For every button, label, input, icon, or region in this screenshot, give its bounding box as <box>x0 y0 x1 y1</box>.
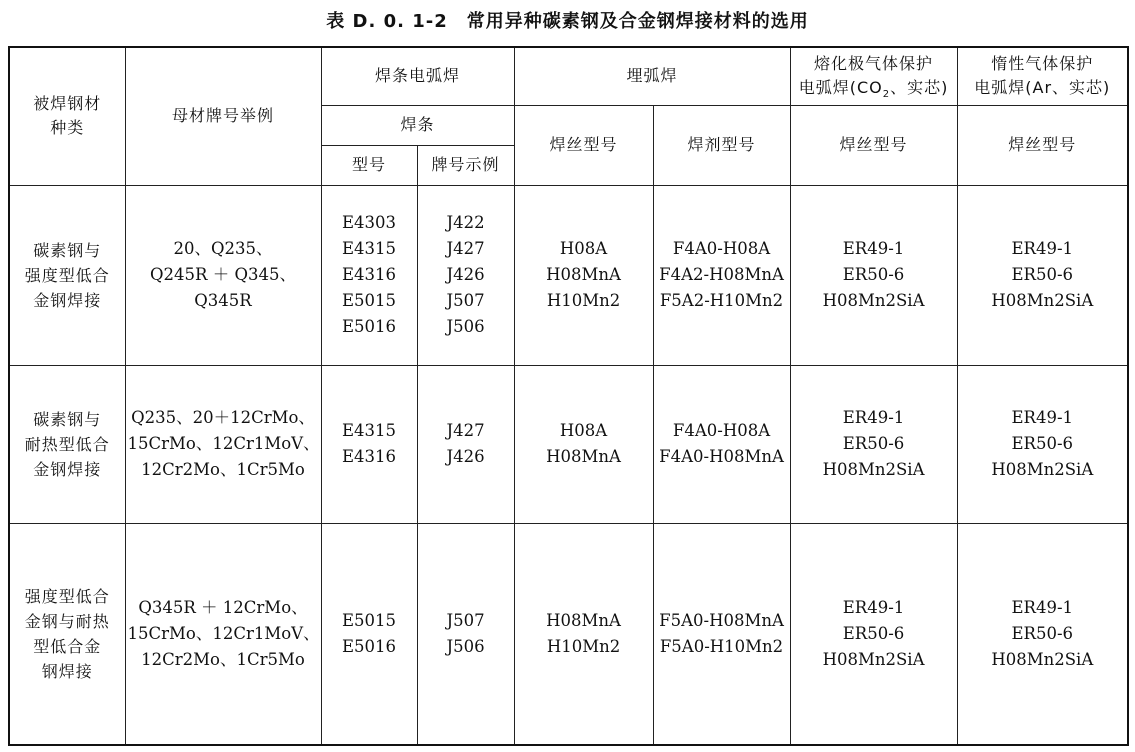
header-electrode-brand: 牌号示例 <box>417 145 514 185</box>
saw-wire-cell <box>514 185 653 365</box>
saw-flux-cell-line: F5A0-H10Mn2 <box>659 636 784 656</box>
gtaw-wire-cell-line: H08Mn2SiA <box>991 460 1094 479</box>
gmaw-wire-cell-line: H08Mn2SiA <box>822 291 925 310</box>
header-row-1 <box>9 47 1128 105</box>
electrode-model-cell-line: E4315 <box>341 421 397 440</box>
gmaw-wire-cell <box>790 185 957 365</box>
steel-type-cell-line: 金钢焊接 <box>33 290 102 310</box>
saw-wire-cell-line: H08MnA <box>546 447 621 466</box>
steel-type-cell-line: 金钢焊接 <box>33 459 102 479</box>
saw-wire-cell-line: H10Mn2 <box>546 291 621 310</box>
gmaw-wire-cell-line: ER50-6 <box>842 623 905 643</box>
saw-flux-cell-line: F4A0-H08A <box>672 239 771 258</box>
saw-wire-cell-line: H08A <box>559 421 608 440</box>
gmaw-wire-cell <box>790 365 957 523</box>
header-gmaw <box>790 47 957 105</box>
header-gmaw-wire: 焊丝型号 <box>790 105 957 185</box>
table-title: 表 D. 0. 1-2 常用异种碳素钢及合金钢焊接材料的选用 <box>326 11 809 32</box>
base-grade-cell-line: 12Cr2Mo、1Cr5Mo <box>141 649 305 669</box>
header-gtaw-wire: 焊丝型号 <box>957 105 1128 185</box>
steel-type-cell-line: 钢焊接 <box>41 661 93 681</box>
gmaw-wire-cell-line: H08Mn2SiA <box>822 460 925 479</box>
electrode-brand-cell-line: J427 <box>446 421 485 440</box>
electrode-model-cell <box>321 185 417 365</box>
gtaw-wire-cell-line: ER50-6 <box>1011 623 1074 643</box>
electrode-brand-cell-line: J507 <box>446 291 485 310</box>
saw-flux-cell-line: F4A0-H08MnA <box>659 447 784 466</box>
electrode-model-cell-line: E5016 <box>341 636 397 656</box>
electrode-model-cell-line: E4303 <box>341 213 397 232</box>
base-grade-cell-line: Q345R <box>194 291 252 310</box>
gtaw-wire-cell-line: ER50-6 <box>1011 434 1074 453</box>
electrode-brand-cell <box>417 185 514 365</box>
electrode-model-cell <box>321 365 417 523</box>
electrode-model-cell-line: E5015 <box>341 291 397 310</box>
electrode-brand-cell-line: J426 <box>446 265 485 284</box>
gtaw-wire-cell-line: ER49-1 <box>1011 239 1074 258</box>
welding-materials-table <box>8 46 1129 746</box>
saw-flux-cell-line: F4A2-H08MnA <box>659 265 784 284</box>
header-saw-wire: 焊丝型号 <box>514 105 653 185</box>
electrode-model-cell-line: E4316 <box>341 265 397 284</box>
saw-flux-cell-line: F4A0-H08A <box>672 421 771 440</box>
electrode-brand-cell-line: J507 <box>446 610 485 630</box>
gmaw-wire-cell-line: H08Mn2SiA <box>822 649 925 669</box>
steel-type-cell-line: 碳素钢与 <box>33 409 102 429</box>
gtaw-wire-cell-line: ER49-1 <box>1011 597 1074 617</box>
header-steel-type <box>9 47 125 185</box>
electrode-brand-cell-line: J506 <box>446 317 485 336</box>
steel-type-cell-line: 金钢与耐热 <box>24 611 110 631</box>
header-base-grade: 母材牌号举例 <box>125 47 321 185</box>
base-grade-cell-line: 15CrMo、12Cr1MoV、 <box>127 434 320 453</box>
electrode-brand-cell-line: J426 <box>446 447 485 466</box>
saw-wire-cell-line: H08MnA <box>546 265 621 284</box>
gmaw-wire-cell-line: ER50-6 <box>842 265 905 284</box>
gmaw-wire-cell-line: ER49-1 <box>842 408 905 427</box>
base-grade-cell-line: Q235、20＋12CrMo、 <box>131 408 315 427</box>
electrode-brand-cell <box>417 365 514 523</box>
base-grade-cell-line: 15CrMo、12Cr1MoV、 <box>127 623 320 643</box>
saw-flux-cell-line: F5A0-H08MnA <box>659 610 784 630</box>
steel-type-cell-line: 型低合金 <box>33 636 102 656</box>
header-electrode-model: 型号 <box>321 145 417 185</box>
table-row <box>9 365 1128 523</box>
base-grade-cell <box>125 185 321 365</box>
base-grade-cell-line: 20、Q235、 <box>173 239 273 258</box>
header-gmaw-line1: 熔化极气体保护 <box>814 54 934 74</box>
saw-flux-cell <box>653 185 790 365</box>
steel-type-cell <box>9 523 125 745</box>
electrode-model-cell-line: E4315 <box>341 239 397 258</box>
base-grade-cell-line: 12Cr2Mo、1Cr5Mo <box>141 460 305 479</box>
saw-wire-cell-line: H08A <box>559 239 608 258</box>
base-grade-cell-line: Q245R ＋ Q345、 <box>150 265 296 284</box>
table-row <box>9 185 1128 365</box>
header-gtaw <box>957 47 1128 105</box>
base-grade-cell <box>125 523 321 745</box>
saw-wire-cell <box>514 365 653 523</box>
electrode-brand-cell-line: J422 <box>446 213 485 232</box>
gmaw-wire-cell-line: ER49-1 <box>842 597 905 617</box>
header-saw: 埋弧焊 <box>514 47 790 105</box>
electrode-brand-cell-line: J427 <box>446 239 485 258</box>
electrode-brand-cell-line: J506 <box>446 636 485 656</box>
header-gtaw-line2: 电弧焊(Ar、实芯) <box>974 78 1111 98</box>
header-saw-flux: 焊剂型号 <box>653 105 790 185</box>
gmaw-wire-cell <box>790 523 957 745</box>
steel-type-cell-line: 强度型低合 <box>24 265 110 285</box>
saw-flux-cell-line: F5A2-H10Mn2 <box>659 291 784 310</box>
saw-wire-cell-line: H08MnA <box>546 610 621 630</box>
header-steel-type-line: 种类 <box>50 118 85 138</box>
gtaw-wire-cell-line: H08Mn2SiA <box>991 649 1094 669</box>
steel-type-cell-line: 碳素钢与 <box>33 240 102 260</box>
saw-wire-cell <box>514 523 653 745</box>
electrode-model-cell-line: E5015 <box>341 610 397 630</box>
gtaw-wire-cell-line: ER50-6 <box>1011 265 1074 284</box>
gtaw-wire-cell <box>957 365 1128 523</box>
saw-flux-cell <box>653 523 790 745</box>
gtaw-wire-cell-line: H08Mn2SiA <box>991 291 1094 310</box>
gmaw-wire-cell-line: ER49-1 <box>842 239 905 258</box>
base-grade-cell-line: Q345R ＋ 12CrMo、 <box>138 597 308 617</box>
table-row <box>9 523 1128 745</box>
steel-type-cell <box>9 185 125 365</box>
header-smaw: 焊条电弧焊 <box>321 47 514 105</box>
saw-wire-cell-line: H10Mn2 <box>546 636 621 656</box>
header-gmaw-line2: 电弧焊($CO_2$、实芯) <box>798 78 949 101</box>
electrode-model-cell <box>321 523 417 745</box>
saw-flux-cell <box>653 365 790 523</box>
electrode-brand-cell <box>417 523 514 745</box>
header-steel-type-line: 被焊钢材 <box>33 94 102 114</box>
electrode-model-cell-line: E4316 <box>341 447 397 466</box>
electrode-model-cell-line: E5016 <box>341 317 397 336</box>
gtaw-wire-cell-line: ER49-1 <box>1011 408 1074 427</box>
steel-type-cell <box>9 365 125 523</box>
steel-type-cell-line: 耐热型低合 <box>24 434 110 454</box>
header-electrode: 焊条 <box>321 105 514 145</box>
gmaw-wire-cell-line: ER50-6 <box>842 434 905 453</box>
steel-type-cell-line: 强度型低合 <box>24 586 110 606</box>
gtaw-wire-cell <box>957 523 1128 745</box>
base-grade-cell <box>125 365 321 523</box>
header-gtaw-line1: 惰性气体保护 <box>991 54 1094 74</box>
gtaw-wire-cell <box>957 185 1128 365</box>
